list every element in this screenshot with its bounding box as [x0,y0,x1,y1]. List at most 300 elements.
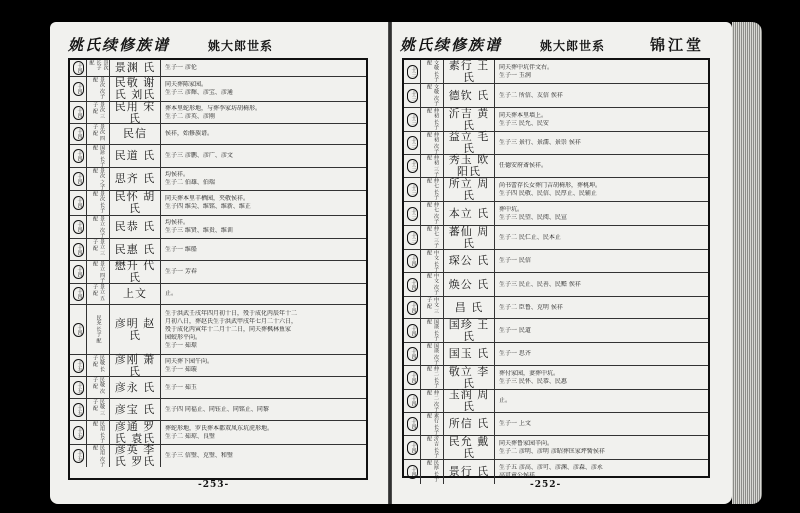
record-note-line: 生子三 民望、民阅、民宣 [499,213,567,221]
generation-label: 十五 [73,449,84,463]
record-note-line: 生子一 彦伦 [165,64,197,71]
parent-rank-label: 中文 长子 配 [426,250,439,272]
generation-label: 十四 [73,106,84,120]
record-note-line: 同夫葬本里羊栖园，夹敬侯祥。 [165,195,250,202]
left-page-header [50,34,388,56]
generation-badge [70,191,87,215]
generation-badge [404,436,421,459]
person-name-cell [444,202,495,225]
right-page-header [392,34,732,56]
record-note-line: 高可章公侯祥 [499,472,536,479]
person-name-cell [444,178,495,201]
record-notes-cell [495,108,708,131]
table-row [70,445,366,467]
generation-badge [70,421,87,444]
record-note-line: 生子一 上文 [499,420,531,427]
person-name-cell [110,168,161,190]
generation-badge [70,124,87,144]
parent-rank-label: 景立 五子 配 [92,284,105,301]
parent-rank-cell [87,60,110,76]
generation-label: 十四 [73,265,84,279]
generation-badge [70,355,87,376]
left-page [50,22,388,504]
parent-rank-cell [421,226,444,249]
table-row [404,319,708,343]
table-row [404,366,708,390]
person-name: 沂吉 黄氏 [448,106,490,132]
record-notes-cell [495,132,708,154]
parent-rank-label: 沂吉 长子 配 [426,436,439,458]
parent-rank-cell [421,250,444,272]
generation-badge [404,366,421,389]
record-notes-cell [161,421,366,444]
record-notes-cell [495,390,708,412]
parent-rank-label: 仲七 三子 配 [426,226,439,248]
record-note-line: 园蛟形平向。 [165,333,202,341]
generation-label: 十四 [407,301,418,315]
record-notes-cell [495,436,708,459]
parent-rank-cell [421,390,444,412]
generation-label: 十三 [407,207,418,221]
record-note-line: 生子一 芳春 [165,268,197,275]
record-note-line: 生子五 彦高、彦可、彦渊、彦森、彦永 [499,464,603,471]
parent-rank-cell [87,124,110,144]
parent-rank-cell [421,319,444,342]
table-row [70,421,366,445]
parent-rank-label: 民敬 次子 配 [92,377,105,394]
parent-rank-cell [87,168,110,190]
parent-rank-cell [421,273,444,296]
generation-label: 十四 [407,254,418,268]
generation-badge [70,102,87,123]
record-note-line: 生子一 茹璟 [165,341,197,349]
person-name: 彦通 罗氏 袁氏 [114,419,156,445]
table-row [404,436,708,460]
generation-label: 十四 [407,441,418,455]
table-row [70,124,366,145]
record-note-line: 生子二 彦明、彦明 彦昭葬匡家坪胔侯祥 [499,447,605,455]
generation-label: 十四 [73,61,84,75]
generation-label: 十四 [407,417,418,431]
record-notes-cell [161,377,366,398]
person-name-cell [444,343,495,365]
record-note-line: 生子一 茹玉 [165,383,197,391]
person-name-cell [110,421,161,444]
parent-rank-label: 中文 次子 配 [426,273,439,295]
person-name: 国玉 氏 [448,347,490,360]
table-row [70,216,366,239]
record-note-line: 生子三 景行、景濡、景崇 侯祥 [499,139,581,146]
parent-rank-cell [87,216,110,238]
genealogy-table-left [68,58,368,480]
record-notes-cell [495,366,708,389]
person-name: 思齐 氏 [114,172,156,185]
generation-label: 十三 [407,136,418,150]
person-name-cell [110,284,161,304]
parent-rank-cell [87,191,110,215]
record-notes-cell [495,155,708,177]
page-number: -253- [198,480,230,490]
table-row [70,399,366,421]
parent-rank-cell [87,77,110,101]
generation-badge [404,155,421,177]
person-name: 素行 王氏 [448,58,490,84]
parent-rank-cell [421,84,444,107]
generation-label: 十三 [407,159,418,173]
table-row [70,239,366,261]
generation-badge [404,202,421,225]
generation-label: 十三 [407,231,418,245]
person-name-cell [444,60,495,83]
generation-label: 十五 [73,403,84,417]
table-row [70,191,366,216]
table-row [70,60,366,77]
parent-rank-cell [421,366,444,389]
parent-rank-cell [421,178,444,201]
parent-rank-label: 民充 长子 配 [95,315,102,344]
record-note-line: 生子三 信璧、克璧、和璧 [165,452,233,459]
generation-label: 十四 [407,278,418,292]
person-name-cell [110,377,161,398]
generation-badge [70,216,87,238]
parent-rank-label: 文敬 长子 配 [426,60,439,82]
record-notes-cell [495,226,708,249]
generation-label: 十三 [407,113,418,127]
person-name-cell [110,445,161,467]
generation-badge [70,377,87,398]
record-notes-cell [161,145,366,167]
person-name-cell [110,77,161,101]
generation-badge [70,77,87,101]
table-row [404,132,708,155]
generation-label: 十四 [407,394,418,408]
parent-rank-label: 民敬 三子 配 [92,399,105,416]
generation-label: 十四 [407,371,418,385]
parent-rank-cell [87,377,110,398]
record-notes-cell [495,84,708,107]
person-name: 敬立 李氏 [448,364,490,390]
record-note-line: 生子一 维船 [165,245,197,253]
record-note-line: 同夫葬陈家园。 [165,81,208,88]
record-notes-cell [161,168,366,190]
person-name-cell [110,216,161,238]
record-note-line: 葬蛇形地，罗氏葬本都双凤东坑虎形地。 [165,424,274,432]
record-notes-cell [495,202,708,225]
record-note-line: 生子四 同福止、同钰止、同铭止、同黎 [165,405,269,413]
record-note-line: 同夫葬中坑伴文右。 [499,63,554,71]
table-row [404,250,708,273]
parent-rank-label: 民用 次子 配 [92,445,105,467]
record-note-line: 生子一 茹璇 [165,365,197,373]
person-name-cell [110,60,161,76]
person-name: 所立 周氏 [448,176,490,202]
parent-rank-label: 仲二 次子 配 [426,390,439,412]
record-note-line: 同夫葬下园午向。 [165,357,214,365]
generation-badge [404,250,421,272]
parent-rank-cell [87,421,110,444]
generation-label: 十四 [407,347,418,361]
person-name: 彦明 赵氏 [114,316,156,342]
generation-badge [404,178,421,201]
table-row [70,284,366,305]
person-name-cell [110,124,161,144]
record-notes-cell [161,445,366,467]
generation-badge [70,239,87,260]
generation-label: 十四 [73,323,84,337]
generation-badge [70,168,87,190]
person-name: 彦刚 萧氏 [114,352,156,378]
record-notes-cell [161,355,366,376]
record-notes-cell [161,102,366,123]
parent-rank-label: 仲七 长子 配 [426,178,439,200]
right-page [392,22,732,504]
record-note-line: 生子三 彦鹏、彦广、彦文 [165,152,233,159]
parent-rank-label: 素行 长子 配 [426,413,439,435]
person-name-cell [110,305,161,354]
generation-label: 十三 [407,183,418,197]
parent-rank-label: 景次 次子 配 [92,77,105,99]
person-name-cell [444,132,495,154]
generation-badge [70,284,87,304]
lineage-title: 姚大郎世系 [208,39,274,53]
record-note-line: 生子三 彦輝、彦宝、彦通 [165,89,233,96]
table-row [404,413,708,436]
record-note-line: 任德安府斎侯祥。 [499,162,548,169]
table-row [404,297,708,319]
record-note-line: 均侯祥。 [165,171,190,178]
record-note-line: 生子四 维尖、维铭、维新、维正 [165,203,251,210]
generation-badge [404,390,421,412]
record-note-line: 均侯祥。 [165,219,190,226]
genealogy-table-right [402,58,710,482]
record-note-line: 生子三 维贤、维贵、维训 [165,227,233,234]
table-row [404,108,708,132]
generation-badge [404,413,421,435]
parent-rank-label: 民厚 长子 配 [426,460,439,482]
generation-label: 十四 [407,465,418,479]
table-row [70,305,366,355]
generation-badge [70,445,87,467]
record-notes-cell [495,250,708,272]
record-note-line: 同夫葬本里墙上。 [499,111,548,119]
generation-badge [404,60,421,83]
person-name-cell [110,399,161,420]
generation-label: 十四 [73,172,84,186]
person-name: 民敬 谢氏 刘氏 [114,76,156,101]
record-notes-cell [161,305,366,354]
table-row [404,226,708,250]
table-row [70,377,366,399]
parent-rank-label: 景立 次子 配 [92,216,105,238]
record-notes-cell [161,191,366,215]
parent-rank-label: 仲初 长子 配 [426,108,439,130]
table-row [70,77,366,102]
record-note-line: 生子二 茹琼、良璧 [165,432,215,440]
person-name: 彦永 氏 [114,380,156,394]
parent-rank-cell [87,355,110,376]
parent-rank-label: 文敬 次子 配 [426,84,439,106]
table-row [404,343,708,366]
table-row [70,145,366,168]
generation-badge [404,273,421,296]
generation-badge [70,261,87,283]
person-name: 上文 [123,287,147,300]
generation-label: 十三 [407,65,418,79]
table-row [404,273,708,297]
record-note-line: 葬本里蛇形地，与葬李家坊胡椅形。 [165,104,262,112]
person-name: 懋升 代氏 [114,259,156,284]
parent-rank-label: 景次 四子 配 [92,124,105,141]
record-note-line: 葬付家园，妻葬中坑。 [499,369,560,377]
parent-rank-cell [421,413,444,435]
generation-badge [70,145,87,167]
person-name: 焕公 氏 [448,277,490,291]
person-name: 彦英 李氏 罗氏 [114,443,156,468]
record-notes-cell [495,343,708,365]
record-notes-cell [161,239,366,260]
table-row [404,178,708,202]
book-title: 姚氏续修族谱 [68,36,171,54]
person-name-cell [110,99,161,125]
person-name: 所信 氏 [448,417,490,430]
parent-rank-label: 仲二 长子 配 [426,366,439,388]
person-name: 民怀 胡氏 [114,190,156,215]
person-name: 民用 宋氏 [114,99,156,125]
generation-label: 十四 [73,220,84,234]
page-number: -252- [530,480,562,490]
person-name: 景渊 氏 [114,61,156,74]
generation-label: 十四 [73,196,84,210]
person-name-cell [444,436,495,459]
generation-badge [70,305,87,354]
generation-badge [404,84,421,107]
record-note-line: 生子二 臣鲁、克明 侯祥 [499,303,563,311]
record-notes-cell [495,178,708,201]
parent-rank-label: 景次 之子 配 [92,168,105,190]
parent-rank-label: 仲七 次子 配 [426,202,439,224]
person-name: 本立 氏 [448,206,490,220]
person-name: 民惠 氏 [114,242,156,256]
parent-rank-cell [421,60,444,83]
record-note-line: 月初八日，葬赵氏生于洪武甲戌年七月二十六日， [165,317,298,325]
table-row [404,155,708,178]
parent-rank-cell [87,399,110,420]
record-notes-cell [161,124,366,144]
table-row [70,261,366,284]
generation-label: 十四 [407,324,418,338]
book-title: 姚氏续修族谱 [400,36,503,54]
person-name: 秀玉 欧阳氏 [448,153,490,178]
generation-label: 十五 [73,426,84,440]
parent-rank-label: 景次 长子 配 [88,60,109,70]
person-name-cell [110,352,161,378]
parent-rank-cell [87,239,110,260]
table-row [404,84,708,108]
parent-rank-cell [421,343,444,365]
record-note-line: 同夫葬鲁家园辛向。 [499,439,554,447]
parent-rank-cell [87,445,110,467]
parent-rank-label: 国珍 长子 配 [92,145,105,167]
lineage-title: 姚大郎世系 [540,39,606,53]
person-name-cell [110,145,161,167]
person-name: 民道 氏 [114,149,156,162]
record-note-line: 止。 [165,290,178,297]
table-row [404,202,708,226]
page-edges [732,22,762,504]
parent-rank-cell [87,305,110,354]
record-notes-cell [161,216,366,238]
parent-rank-cell [421,436,444,459]
parent-rank-label: 国瑛 长子 配 [426,319,439,341]
parent-rank-label: 景立 三子 配 [92,239,105,256]
generation-label: 十四 [73,149,84,163]
person-name-cell [110,261,161,283]
record-note-line: 生子三 民允、民安 [499,119,549,127]
person-name-cell [444,366,495,389]
generation-badge [70,60,87,76]
parent-rank-cell [87,284,110,304]
table-row [70,352,366,378]
person-name-cell [110,239,161,260]
parent-rank-cell [421,108,444,131]
record-note-line: 侯祥，始修族谱。 [165,130,214,137]
generation-label: 十四 [73,243,84,257]
record-notes-cell [495,460,708,484]
record-note-line: 生子一 民信 [499,257,531,264]
record-note-line: 生于洪武壬戌年四月初十日，殁于成化丙辰年十二 [165,309,298,317]
person-name-cell [444,84,495,107]
person-name: 益立 毛氏 [448,130,490,155]
parent-rank-label: 景立 四子 配 [92,261,105,283]
person-name: 民允 戴氏 [448,434,490,460]
record-notes-cell [161,261,366,283]
person-name-cell [444,390,495,412]
table-row [404,390,708,413]
generation-badge [404,343,421,365]
table-row [70,99,366,125]
person-name: 民信 [123,127,147,140]
record-note-line: 葬中坑。 [499,205,524,213]
record-notes-cell [161,399,366,420]
parent-rank-cell [421,297,444,318]
record-note-line: 生子四 民敬、民信、民厚止、民辅止 [499,189,597,197]
parent-rank-label: 民敬 长子 配 [92,355,105,372]
person-name-cell [444,273,495,296]
parent-rank-label: 景次 长子 配 [92,191,105,213]
parent-rank-cell [421,460,444,484]
generation-badge [404,460,421,484]
generation-label: 十四 [73,127,84,141]
generation-badge [70,399,87,420]
person-name: 玉润 周氏 [448,388,490,413]
record-notes-cell [495,273,708,296]
generation-badge [404,226,421,249]
person-name-cell [110,191,161,215]
person-name: 琛公 氏 [448,254,490,267]
record-note-line: 生子一 思齐 [499,350,531,357]
record-notes-cell [161,284,366,304]
record-notes-cell [495,60,708,83]
record-note-line: 尚书蕾存长女葬门吉胡椅形，葬桃坤。 [499,181,602,189]
record-note-line: 止。 [499,397,512,404]
person-name: 德钦 氏 [448,88,490,102]
record-note-line: 生子一 民道 [499,326,531,334]
parent-rank-label: 民用 长子 配 [92,421,105,443]
parent-rank-cell [87,145,110,167]
person-name: 彦宝 氏 [114,402,156,416]
generation-label: 十五 [73,381,84,395]
person-name-cell [444,108,495,131]
